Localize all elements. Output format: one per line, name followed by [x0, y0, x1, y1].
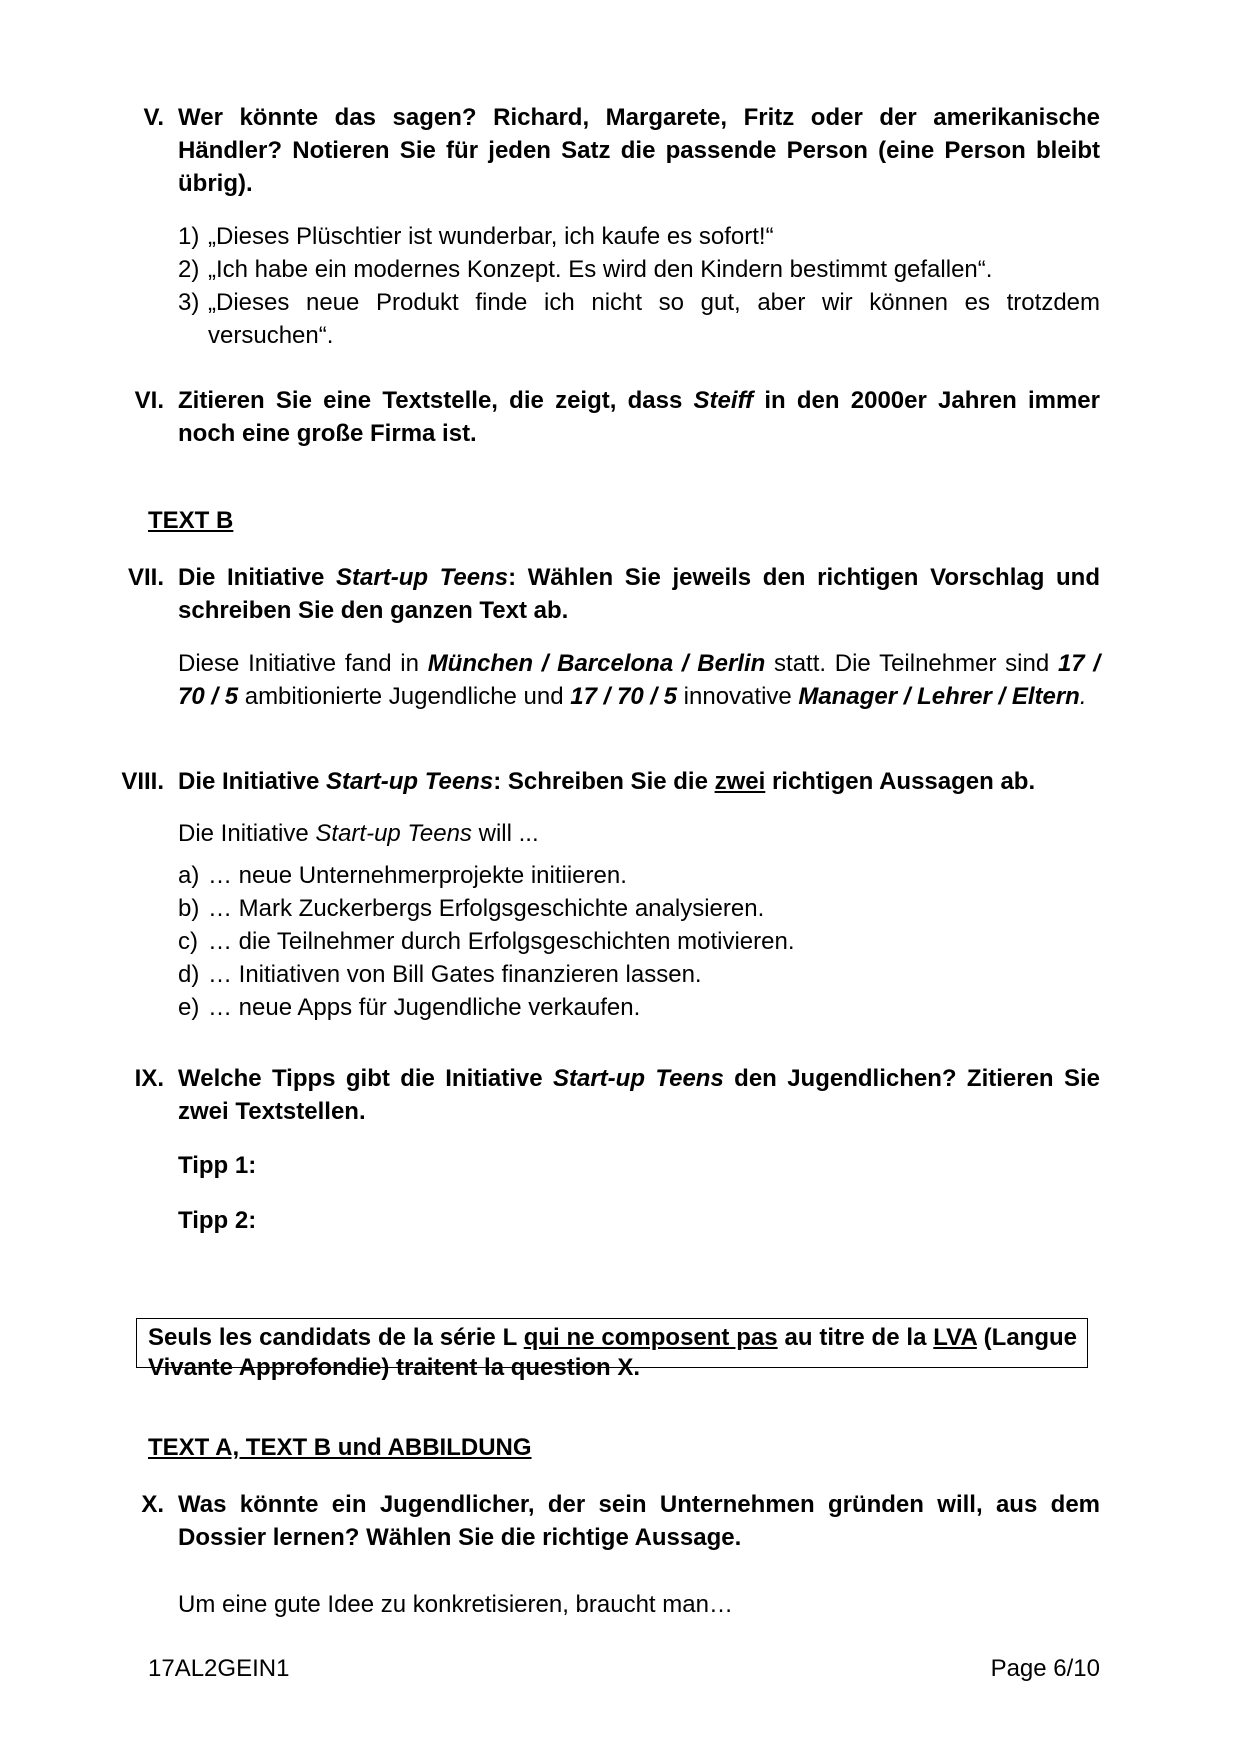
question-text-em: Steiff: [693, 387, 754, 414]
gap-text-part: ambitionierte Jugendliche und: [238, 683, 571, 710]
tip-2-label: Tipp 2:: [178, 1207, 257, 1234]
question-6: [134, 384, 1100, 450]
list-item: [178, 286, 1100, 352]
question-9: [134, 1062, 1100, 1128]
item-label: c): [178, 928, 198, 955]
question-text-pre: Die Initiative: [178, 564, 337, 591]
notice-mid: au titre de la: [777, 1324, 934, 1351]
question-text-em: Start-up Teens: [336, 564, 509, 591]
question-number: VIII.: [121, 768, 164, 795]
gap-text-part: Diese Initiative fand in: [178, 650, 428, 677]
question-8-items: [178, 859, 1100, 1024]
question-text: Was könnte ein Jugendlicher, der sein Unternehmen gründen will, aus dem Dossier lernen? Wählen Sie die richtige Aussage.: [178, 1491, 1100, 1551]
list-item: [178, 892, 1100, 925]
question-text: Wer könnte das sagen? Richard, Margarete, Fritz oder der amerikanische Händler? Notieren Sie für jeden Satz die passende Person (eine Person bleibt übrig).: [178, 104, 1100, 197]
question-10: [141, 1488, 1100, 1554]
question-5-items: [178, 220, 1100, 352]
question-text-post: den Jugendlichen? Zitieren Sie zwei Textstellen.: [178, 1065, 1100, 1125]
notice-underline: qui ne composent pas: [523, 1324, 778, 1351]
gap-option-number: 17 / 70 / 5: [178, 650, 1101, 710]
question-text-em: Start-up Teens: [552, 1065, 724, 1092]
question-10-intro: Um eine gute Idee zu konkretisieren, braucht man…: [178, 1591, 733, 1618]
item-text: … die Teilnehmer durch Erfolgsgeschichten motivieren.: [208, 928, 795, 955]
question-7: [127, 561, 1101, 627]
lva-notice-box: [136, 1318, 1088, 1381]
item-text: „Ich habe ein modernes Konzept. Es wird den Kindern bestimmt gefallen“.: [208, 256, 993, 283]
question-text-pre: Zitieren Sie eine Textstelle, die zeigt, dass: [178, 387, 694, 414]
question-text-post: in den 2000er Jahren immer noch eine große Firma ist.: [178, 387, 1100, 447]
question-text-mid: : Schreiben Sie die: [493, 768, 715, 795]
question-8-intro: [178, 817, 1100, 850]
question-8: [121, 765, 1100, 798]
item-label: 1): [178, 223, 200, 250]
tip-1-label: Tipp 1:: [178, 1152, 257, 1179]
list-item: [178, 253, 1100, 286]
gap-option-number: 17 / 70 / 5: [570, 683, 678, 710]
intro-pre: Die Initiative: [178, 820, 316, 847]
gap-option-city: München / Barcelona / Berlin: [427, 650, 766, 677]
section-heading-text-b: TEXT B: [148, 507, 234, 534]
list-item: [178, 958, 1100, 991]
item-label: e): [178, 994, 200, 1021]
question-number: IX.: [134, 1065, 164, 1092]
list-item: [178, 859, 1100, 892]
notice-underline: LVA: [933, 1324, 977, 1351]
question-number: X.: [141, 1491, 164, 1518]
item-text: … Initiativen von Bill Gates finanzieren lassen.: [208, 961, 702, 988]
intro-post: will ...: [471, 820, 539, 847]
list-item: [178, 925, 1100, 958]
list-item: [178, 220, 1100, 253]
question-number: V.: [143, 104, 164, 131]
item-label: a): [178, 862, 200, 889]
notice-post: (Langue Vivante Approfondie) traitent la question X.: [148, 1324, 1078, 1381]
item-label: b): [178, 895, 200, 922]
footer-exam-code: 17AL2GEIN1: [148, 1655, 290, 1682]
item-text: … Mark Zuckerbergs Erfolgsgeschichte analysieren.: [208, 895, 765, 922]
question-text-post: richtigen Aussagen ab.: [765, 768, 1036, 795]
item-text: … neue Apps für Jugendliche verkaufen.: [208, 994, 641, 1021]
gap-text-part: .: [1079, 683, 1087, 710]
notice-pre: Seuls les candidats de la série L: [148, 1324, 524, 1351]
intro-em: Start-up Teens: [315, 820, 472, 847]
item-text: „Dieses Plüschtier ist wunderbar, ich kaufe es sofort!“: [208, 223, 774, 250]
section-heading-text-ab: TEXT A, TEXT B und ABBILDUNG: [148, 1434, 532, 1461]
item-text: … neue Unternehmerprojekte initiieren.: [208, 862, 627, 889]
item-text: „Dieses neue Produkt finde ich nicht so gut, aber wir können es trotzdem versuchen“.: [208, 289, 1100, 349]
question-text-em: Start-up Teens: [326, 768, 494, 795]
footer-page-number: Page 6/10: [990, 1655, 1100, 1682]
item-label: 3): [178, 289, 200, 316]
question-text-underline: zwei: [714, 768, 766, 795]
question-text-pre: Welche Tipps gibt die Initiative: [178, 1065, 553, 1092]
question-text-post: : Wählen Sie jeweils den richtigen Vorschlag und schreiben Sie den ganzen Text ab.: [178, 564, 1101, 624]
item-label: 2): [178, 256, 200, 283]
gap-text-part: statt. Die Teilnehmer sind: [765, 650, 1058, 677]
question-5: [143, 101, 1100, 200]
question-number: VI.: [134, 387, 164, 414]
gap-text-part: innovative: [677, 683, 799, 710]
item-label: d): [178, 961, 200, 988]
list-item: [178, 991, 1100, 1024]
question-7-gap-text: [178, 647, 1100, 713]
question-text-pre: Die Initiative: [178, 768, 327, 795]
question-number: VII.: [127, 564, 164, 591]
gap-option-role: Manager / Lehrer / Eltern: [798, 683, 1080, 710]
